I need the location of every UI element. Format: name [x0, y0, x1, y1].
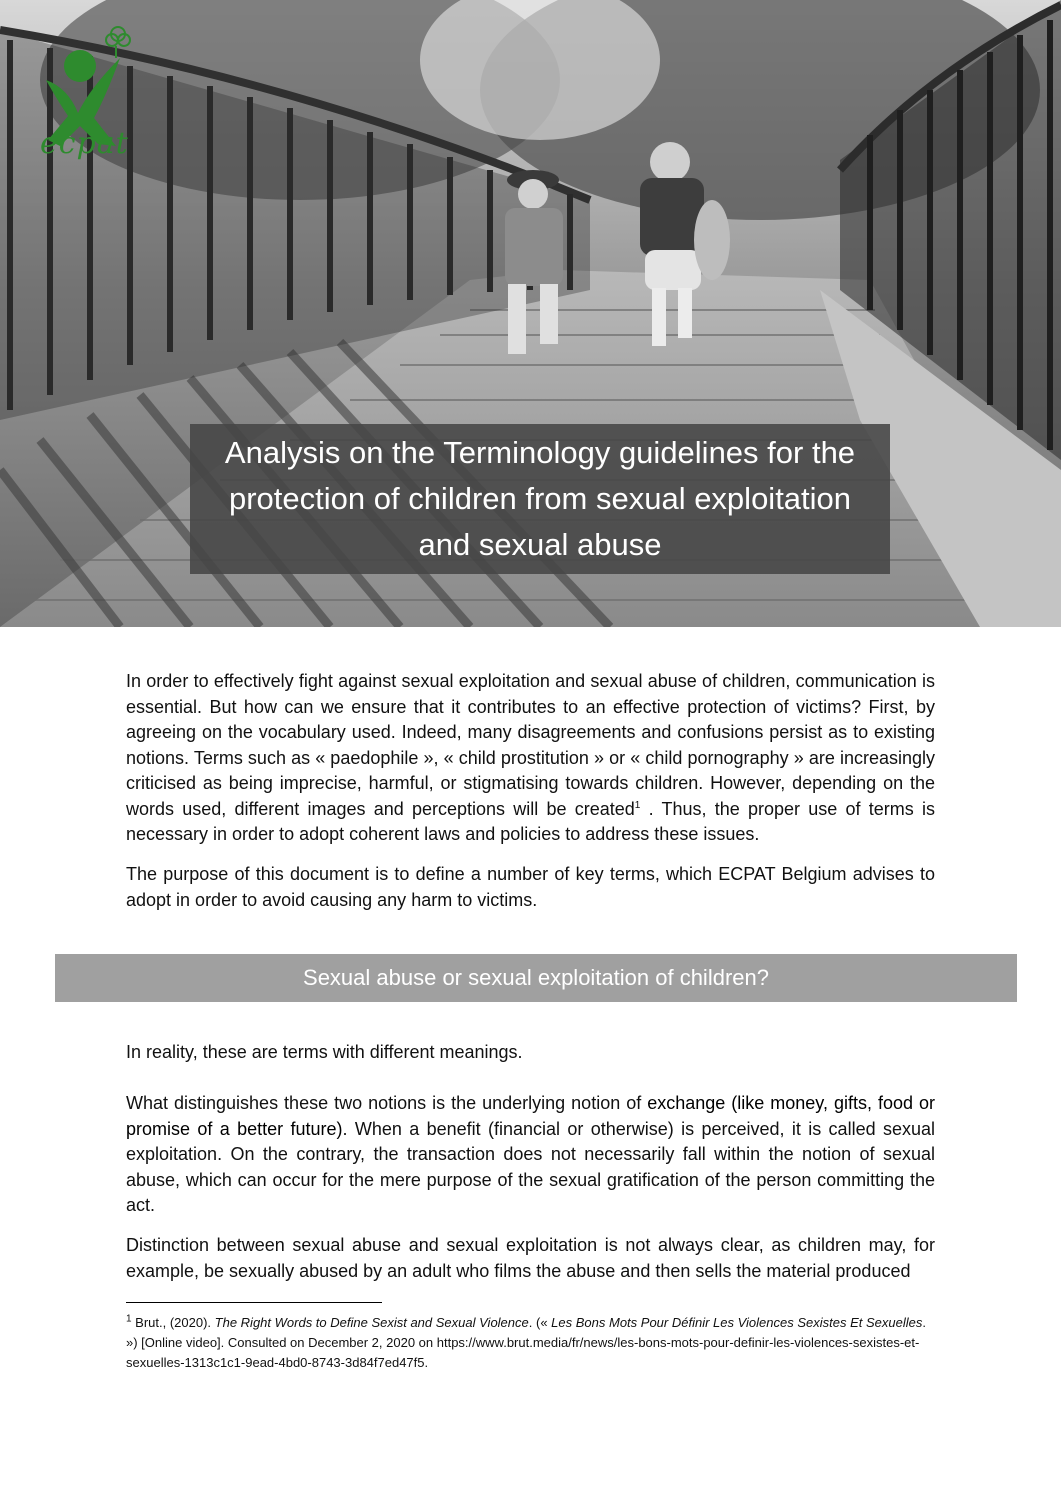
exchange-emphasis: exchange (like money, gifts, food or promise of a better future): [126, 1093, 935, 1139]
hero-photo: [0, 0, 1061, 627]
footnote: [126, 1313, 935, 1373]
footnote-text-c[interactable]: . ») [Online video]. Consulted on December 2, 2020 on https://www.brut.media/fr/news/les-bons-mots-pour-definir-les-violences-sexistes-et-sexuelles-1313c1c1-9ead-4bd0-8743-3d84f7ed47f5.: [126, 1315, 926, 1370]
footnote-text-a: Brut., (2020).: [131, 1315, 215, 1330]
document-title: Analysis on the Terminology guidelines for the protection of children from sexual exploitation and sexual abuse: [224, 435, 856, 562]
intro-p1-text-b: . Thus, the proper use of terms is necessary in order to adopt coherent laws and policies to address these issues.: [126, 798, 935, 844]
section-p2-text-a: What distinguishes these two notions is the underlying notion of: [126, 1093, 648, 1113]
title-box: [190, 424, 890, 574]
ecpat-logo: [28, 18, 148, 168]
section-paragraph-3: Distinction between sexual abuse and sexual exploitation is not always clear, as children may, for example, be sexually abused by an adult who films the abuse and then sells the material produced: [126, 1235, 935, 1281]
footnote-number: 1: [126, 1313, 132, 1325]
intro-p1-text-a: In order to effectively fight against sexual exploitation and sexual abuse of children, communication is essential. But how can we ensure that it contributes to an effective protection of victims? First, by agreeing on the vocabulary used. Indeed, many disagreements and confusions persist as to existing notions. Terms such as « paedophile », « child prostitution » or « child pornography » are increasingly criticised as being imprecise, harmful, or stigmatising towards children. However, depending on the words used, different images and perceptions will be created: [126, 671, 935, 819]
ecpat-logo-text: ecpat: [40, 126, 129, 161]
section-heading: Sexual abuse or sexual exploitation of children?: [303, 965, 769, 990]
section-paragraph-1: In reality, these are terms with different meanings.: [126, 1042, 523, 1062]
footnote-french-title-italic: Les Bons Mots Pour Définir Les Violences Sexistes Et Sexuelles: [551, 1315, 923, 1330]
section-p2-text-b: . When a benefit (financial or otherwise) is perceived, it is called sexual exploitation. On the contrary, the transaction does not necessarily fall within the notion of sexual abuse, which can occur for the mere purpose of the sexual gratification of the person committing the act.: [126, 1118, 935, 1215]
section-paragraph-2: [126, 1091, 935, 1219]
footnote-ref-1[interactable]: 1: [634, 799, 641, 811]
footnote-text-b: . («: [528, 1315, 552, 1330]
intro-paragraph-1: [126, 669, 935, 848]
section-heading-bar: [55, 954, 1017, 1002]
intro-paragraph-2: The purpose of this document is to define a number of key terms, which ECPAT Belgium advises to adopt in order to avoid causing any harm to victims.: [126, 864, 935, 910]
footnote-divider: [126, 1302, 382, 1303]
footnote-title-italic: The Right Words to Define Sexist and Sexual Violence: [214, 1315, 529, 1330]
